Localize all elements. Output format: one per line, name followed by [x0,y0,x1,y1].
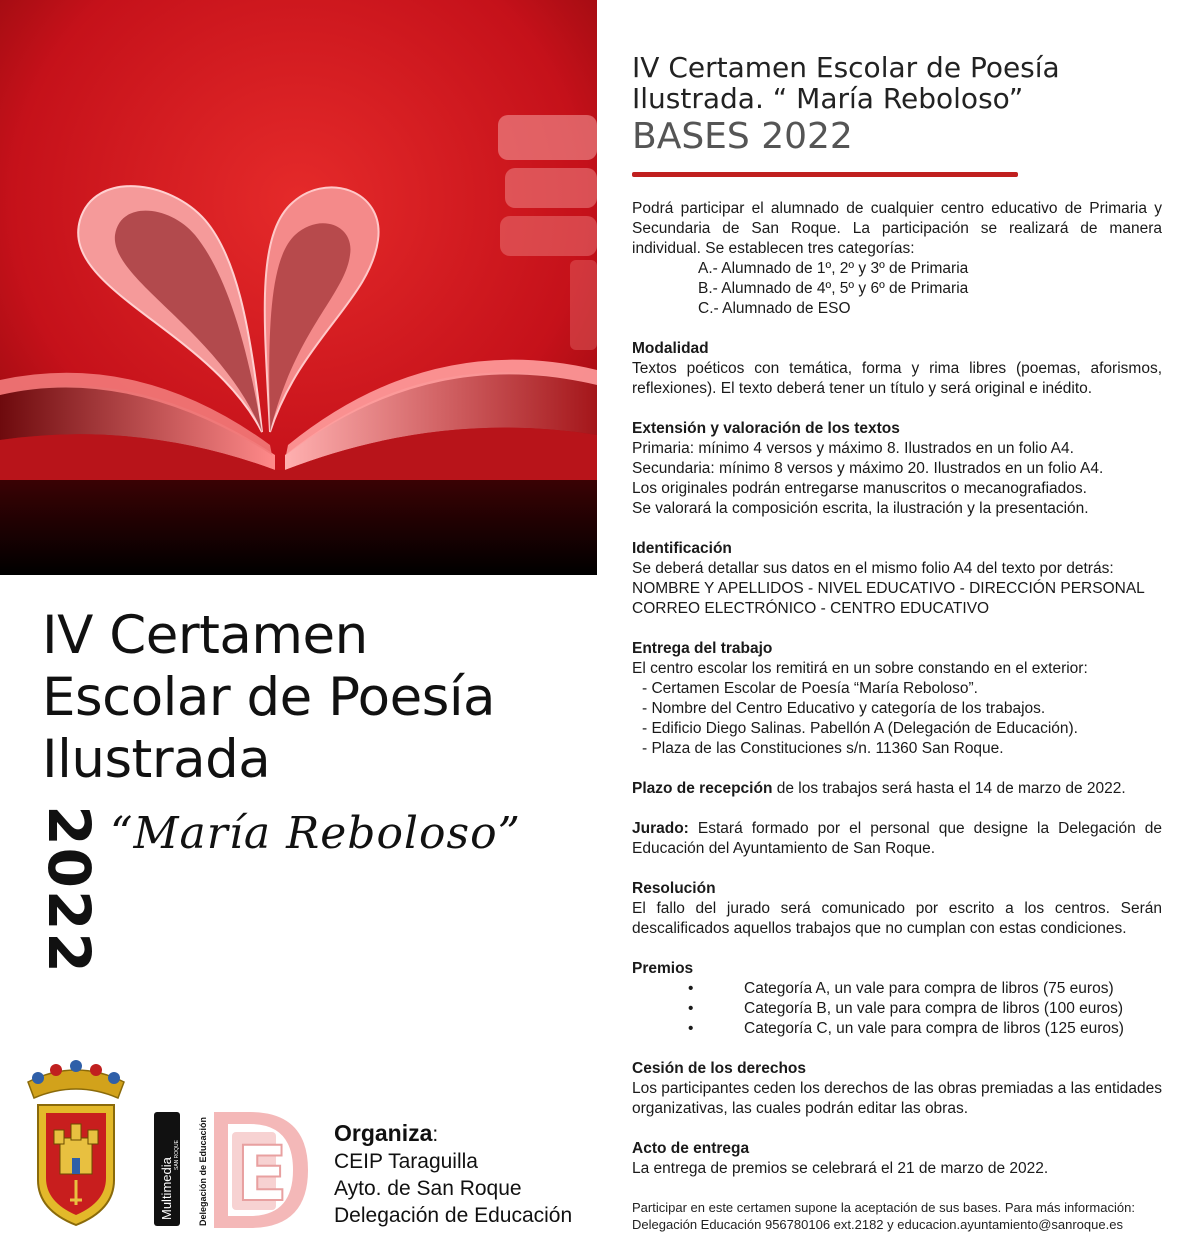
delegacion-educacion-logo [198,1112,308,1228]
rules-title-bases: BASES 2022 [632,116,853,157]
entrega-item: - Certamen Escolar de Poesía “María Reboloso”. [642,680,978,697]
section-text: de los trabajos será hasta el 14 de marzo de 2022. [772,780,1126,797]
resolucion-section [632,879,1162,939]
rules-column [632,52,1162,1233]
svg-text:Delegación de Educación: Delegación de Educación [198,1116,208,1226]
plazo-section [632,779,1162,799]
premios-section [632,959,1162,1039]
section-text: Los participantes ceden los derechos de las obras premiadas a las entidades organizativas, las cuales podrán editar las obras. [632,1080,1162,1117]
section-heading: Jurado: [632,820,689,837]
coat-of-arms-icon [28,1060,124,1225]
section-line: Se valorará la composición escrita, la ilustración y la presentación. [632,500,1089,517]
svg-text:E: E [236,1129,288,1218]
section-heading: Resolución [632,880,716,897]
script-subtitle: “María Reboloso” [110,808,522,859]
entrega-section [632,639,1162,759]
intro-text: Podrá participar el alumnado de cualquier centro educativo de Primaria y Secundaria de San Roque. La participación se realizará de manera individual. Se establecen tres categorías: [632,200,1162,257]
section-line: Los originales podrán entregarse manuscritos o mecanografiados. [632,480,1087,497]
section-line: Se deberá detallar sus datos en el mismo folio A4 del texto por detrás: [632,560,1114,577]
footer-note [632,1199,1162,1233]
organizer-block [334,1120,572,1229]
section-heading: Premios [632,960,694,977]
organizer-line: Ayto. de San Roque [334,1177,522,1200]
category-item: A.- Alumnado de 1º, 2º y 3º de Primaria [698,260,969,277]
rules-title-line1: IV Certamen Escolar de Poesía [632,51,1060,84]
svg-text:SAN ROQUE: SAN ROQUE [174,1139,180,1170]
section-text: El fallo del jurado será comunicado por escrito a los centros. Serán descalificados aquellos trabajos que no cumplan con estas condiciones. [632,900,1162,937]
section-text: La entrega de premios se celebrará el 21 de marzo de 2022. [632,1160,1049,1177]
vertical-year: 2022 [35,805,103,975]
rules-title-line2: Ilustrada. “ María Reboloso” [632,82,1024,115]
prize-item: • Categoría A, un vale para compra de libros (75 euros) [688,980,1114,997]
section-heading: Identificación [632,540,732,557]
hero-book-heart-image [0,0,597,575]
section-heading: Modalidad [632,340,709,357]
organiza-heading: Organiza [334,1120,433,1146]
bullet-icon: • [688,1000,694,1017]
modalidad-section [632,339,1162,399]
section-heading: Acto de entrega [632,1140,750,1157]
section-line: CORREO ELECTRÓNICO - CENTRO EDUCATIVO [632,600,990,617]
footer-email-link[interactable]: educacion.ayuntamiento@sanroque.es [897,1217,1123,1232]
section-text: Textos poéticos con temática, forma y rima libres (poemas, aforismos, reflexiones). El texto deberá tener un título y será original e inédito. [632,360,1162,397]
section-line: Secundaria: mínimo 8 versos y máximo 20. Ilustrados en un folio A4. [632,460,1104,477]
category-item: C.- Alumnado de ESO [698,300,851,317]
entrega-item: - Edificio Diego Salinas. Pabellón A (Delegación de Educación). [642,720,1078,737]
svg-text:Multimedia: Multimedia [159,1157,174,1220]
bullet-icon: • [688,1020,694,1037]
main-title-line: IV Certamen [42,605,368,666]
section-heading: Extensión y valoración de los textos [632,420,900,437]
section-heading: Entrega del trabajo [632,640,773,657]
footer-line: Participar en este certamen supone la aceptación de sus bases. Para más información: [632,1200,1135,1215]
section-text: Estará formado por el personal que designe la Delegación de Educación del Ayuntamiento de San Roque. [632,820,1162,857]
main-title-line: Ilustrada [42,729,271,790]
organiza-colon: : [432,1123,439,1146]
jurado-section [632,819,1162,859]
section-heading: Cesión de los derechos [632,1060,806,1077]
entrega-item: - Plaza de las Constituciones s/n. 11360 San Roque. [642,740,1004,757]
cesion-section [632,1059,1162,1119]
prize-item: • Categoría B, un vale para compra de libros (100 euros) [688,1000,1124,1017]
footer-phone: Delegación Educación 956780106 ext.2182 y [632,1217,898,1232]
intro-section [632,199,1162,319]
book-heart-illustration [0,0,597,575]
organizer-logos [18,1060,318,1235]
entrega-item: - Nombre del Centro Educativo y categoría de los trabajos. [642,700,1046,717]
section-heading: Plazo de recepción [632,780,773,797]
multimedia-logo [154,1112,180,1226]
section-line: Primaria: mínimo 4 versos y máximo 8. Ilustrados en un folio A4. [632,440,1074,457]
prize-item: • Categoría C, un vale para compra de libros (125 euros) [688,1020,1124,1037]
acto-section [632,1139,1162,1179]
identificacion-section [632,539,1162,619]
logos-area [18,1060,318,1240]
organizer-line: CEIP Taraguilla [334,1150,478,1173]
category-item: B.- Alumnado de 4º, 5º y 6º de Primaria [698,280,969,297]
organizer-line: Delegación de Educación [334,1204,573,1227]
main-title [42,605,495,791]
main-title-line: Escolar de Poesía [42,667,496,728]
extension-section [632,419,1162,519]
section-line: NOMBRE Y APELLIDOS - NIVEL EDUCATIVO - DIRECCIÓN PERSONAL [632,580,1145,597]
bullet-icon: • [688,980,694,997]
title-divider [632,172,1018,177]
section-text: El centro escolar los remitirá en un sobre constando en el exterior: [632,660,1088,677]
